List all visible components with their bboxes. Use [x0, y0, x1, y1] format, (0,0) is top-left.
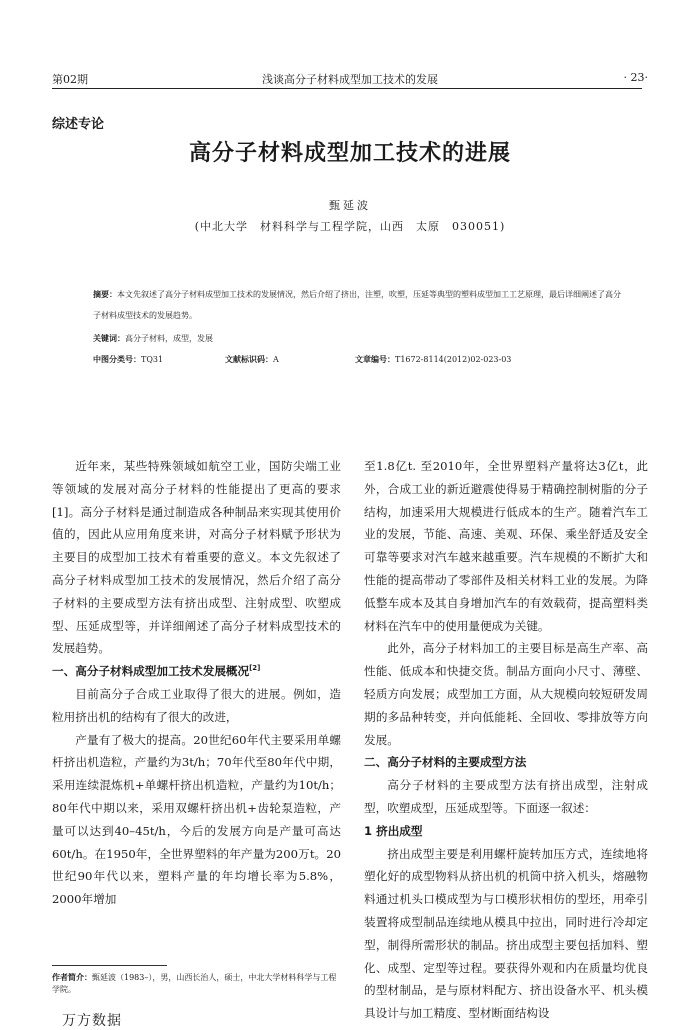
- author-name: 甄延波: [329, 199, 371, 212]
- wanfang-watermark: 万方数据: [62, 1013, 122, 1029]
- author-affiliation: (中北大学 材料科学与工程学院，山西 太原 030051): [194, 220, 506, 233]
- section-tag: 综述专论: [52, 117, 105, 132]
- clc-code: 中图分类号：TQ31: [93, 355, 164, 364]
- abstract-text: 本文先叙述了高分子材料成型加工技术的发展情况，然后介绍了挤出，注塑，吹塑，压延等典型的塑料成型加工工艺原理，最后详细阐述了高分子材料成型技术的发展趋势。: [93, 290, 621, 320]
- paragraph: 此外，高分子材料加工的主要目标是高生产率、高性能、低成本和快捷交货。制品方面向小尺寸、薄壁、轻质方向发展；成型加工方面，从大规模向较短研发周期的多品种转变，并向低能耗、全回收、零排放等方向发展。: [364, 641, 648, 747]
- header-rule: [52, 88, 642, 89]
- paragraph: 近年来，某些特殊领域如航空工业，国防尖端工业等领域的发展对高分子材料的性能提出了更高的要求[1]。高分子材料是通过制造成各种制品来实现其使用价值的，因此从应用角度来讲，对高分子材料赋予形状为主要目的成型加工技术有着重要的意义。本文先叙述了高分子材料成型加工技术的发展情况，然后介绍了高分子材料的主要成型方法有挤出成型、注射成型、吹塑成型、压延成型等，并详细阐述了高分子材料成型技术的发展趋势。: [52, 459, 341, 656]
- doc-code: 文献标识码：A: [225, 355, 279, 364]
- author-footnote: [52, 972, 342, 996]
- abstract-block: [93, 284, 623, 370]
- keywords: [93, 328, 623, 349]
- classification-row: [93, 349, 623, 370]
- section-heading-1: 一、高分子材料成型加工技术发展概况[2]: [52, 664, 261, 679]
- body-right-column: [364, 455, 648, 1025]
- article-number: 文章编号：T1672-8114(2012)02-023-03: [355, 355, 512, 364]
- journal-issue: 第02期: [52, 73, 88, 86]
- keywords-text: 高分子材料，成型，发展: [125, 334, 213, 343]
- footnote-text: 甄延波（1983–），男，山西长治人，硕士，中北大学材料科学与工程学院。: [52, 973, 337, 994]
- paragraph: 挤出成型主要是利用螺杆旋转加压方式，连续地将塑化好的成型物料从挤出机的机筒中挤入机头，熔融物料通过机头口模成型为与口模形状相仿的型坯，用牵引装置将成型制品连续地从模具中拉出，同时进行冷却定型，制得所需形状的制品。挤出成型主要包括加料、塑化、成型、定型等过程。要获得外观和内在质量均优良的型材制品，是与原材料配方、挤出设备水平、机头模具设计与加工精度、型材断面结构设: [364, 846, 648, 1021]
- footnote-rule: [52, 965, 167, 966]
- paragraph: 目前高分子合成工业取得了很大的进展。例如，造粒用挤出机的结构有了很大的改进，: [52, 686, 341, 724]
- subsection-heading: 1 挤出成型: [364, 823, 423, 838]
- paragraph: 高分子材料的主要成型方法有挤出成型，注射成型，吹塑成型，压延成型等。下面逐一叙述：: [364, 778, 648, 815]
- footnote-label: 作者简介：: [52, 973, 92, 982]
- paragraph: 产量有了极大的提高。20世纪60年代主要采用单螺杆挤出机造粒，产量约为3t/h；70年代至80年代中期，采用连续混炼机+单螺杆挤出机造粒，产量约为10t/h；80年代中期以来，采用双螺杆挤出机+齿轮泵造粒，产量可以达到40–45t/h，今后的发展方向是产量可高达60t/h。在1950年，全世界塑料的年产量为200万t。20世纪90年代以来，塑料产量的年均增长率为5.8%，2000年增加: [52, 732, 341, 907]
- abstract: [93, 284, 623, 326]
- article-title: 高分子材料成型加工技术的进展: [188, 141, 511, 166]
- citation-ref: [2]: [249, 664, 261, 673]
- paragraph: 至1.8亿t. 至2010年，全世界塑料产量将达3亿t，此外，合成工业的新近避震使得易于精确控制树脂的分子结构，加速采用大规模进行低成本的生产。随着汽车工业的发展，节能、高速、美观、环保、乘坐舒适及安全可靠等要求对汽车越来越重要。汽车规模的不断扩大和性能的提高带动了零部件及相关材料工业的发展。为降低整车成本及其自身增加汽车的有效载荷，提高塑料类材料在汽车中的使用量便成为关键。: [364, 459, 648, 633]
- section-heading-2: 二、高分子材料的主要成型方法: [364, 755, 527, 770]
- page-number: · 23·: [623, 71, 648, 84]
- running-title: 浅谈高分子材料成型加工技术的发展: [262, 73, 438, 86]
- body-left-column: [52, 455, 341, 911]
- keywords-label: 关键词：: [93, 334, 125, 343]
- abstract-label: 摘要：: [93, 290, 117, 299]
